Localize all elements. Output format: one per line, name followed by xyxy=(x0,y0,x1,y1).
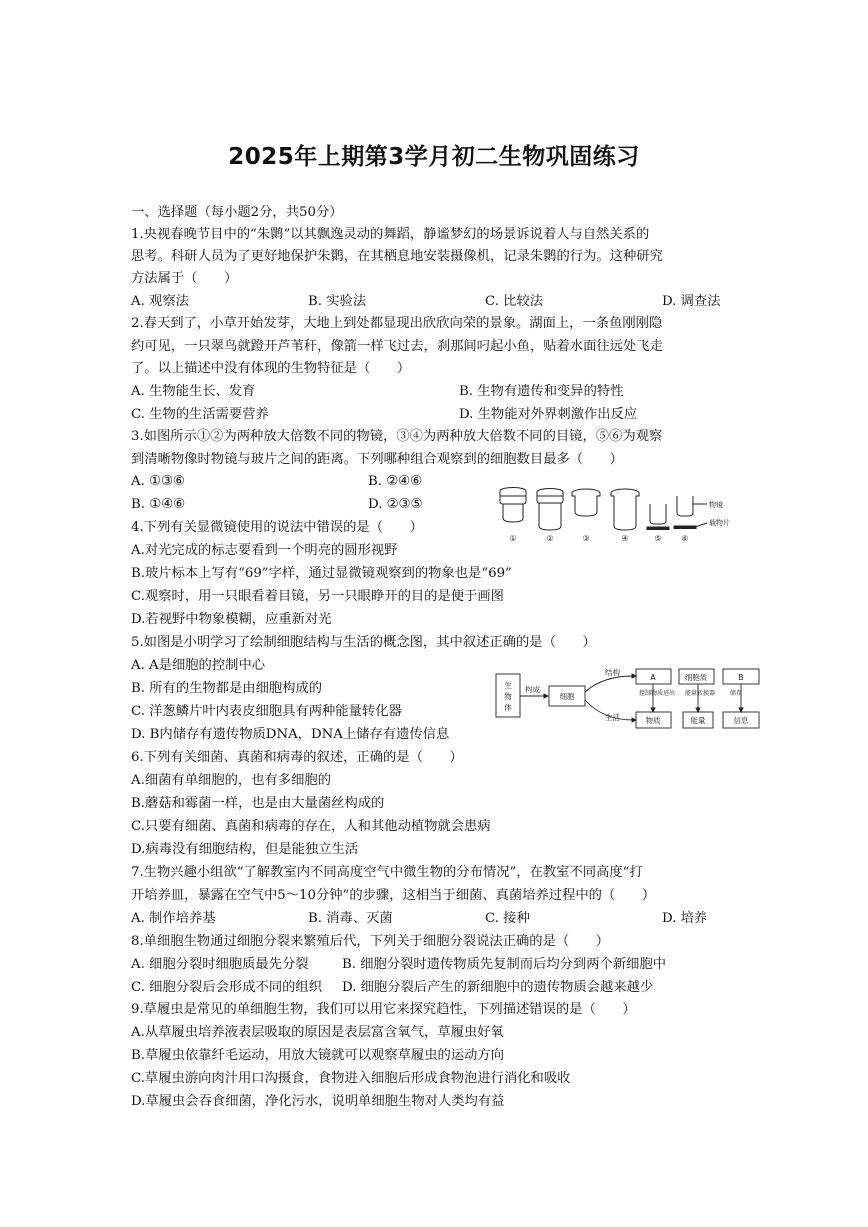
life-label: 生活 xyxy=(605,713,620,722)
question-4-stem: 4.下列有关显微镜使用的说法中错误的是（ ） xyxy=(131,520,423,535)
question-1-option-d: D. 调查法 xyxy=(662,294,721,309)
question-9-option-b: B.草履虫依靠纤毛运动，用放大镜就可以观察草履虫的运动方向 xyxy=(131,1048,505,1063)
lens-label-6: ⑥ xyxy=(681,534,689,543)
distance-6 xyxy=(674,496,696,529)
question-8-stem: 8.单细胞生物通过细胞分裂来繁殖后代，下列关于细胞分裂说法正确的是（ ） xyxy=(131,934,610,949)
question-7-option-d: D. 培养 xyxy=(662,911,708,926)
box-a-label: A xyxy=(650,673,656,682)
question-5-option-a: A. A是细胞的控制中心 xyxy=(131,658,266,673)
question-2-option-d: D. 生物能对外界刺激作出反应 xyxy=(459,407,638,422)
store-label: 储存 xyxy=(730,690,743,697)
question-3-stem-line-1: 3.如图所示①②为两种放大倍数不同的物镜，③④为两种放大倍数不同的目镜，⑤⑥为观察 xyxy=(131,429,663,444)
question-5-option-c: C. 洋葱鳞片叶内表皮细胞具有两种能量转化器 xyxy=(131,704,402,719)
question-1-option-a: A. 观察法 xyxy=(131,294,189,309)
page-title: 2025年上期第3学月初二生物巩固练习 xyxy=(228,144,640,170)
transducer-label: 能量转换器 xyxy=(685,690,716,697)
question-9-option-c: C.草履虫游向肉汁用口沟摄食，食物进入细胞后形成食物泡进行消化和吸收 xyxy=(131,1071,571,1086)
question-6-stem: 6.下列有关细菌、真菌和病毒的叙述，正确的是（ ） xyxy=(131,750,463,765)
question-9-stem: 9.草履虫是常见的单细胞生物，我们可以用它来探究趋性，下列描述错误的是（ ） xyxy=(131,1002,636,1017)
question-2-option-b: B. 生物有遗传和变异的特性 xyxy=(459,384,624,399)
cell-concept-diagram xyxy=(493,664,773,734)
question-8-option-c: C. 细胞分裂后会形成不同的组织 xyxy=(131,980,323,995)
question-1-option-c: C. 比较法 xyxy=(485,294,544,309)
structure-label: 结构 xyxy=(605,668,620,677)
question-3-option-c: B. ①④⑥ xyxy=(131,497,185,512)
question-8-option-d: D. 细胞分裂后产生的新细胞中的遗传物质会越来越少 xyxy=(342,980,654,995)
lens-label-1: ① xyxy=(509,534,517,543)
question-4-option-c: C.观察时，用一只眼看着目镜，另一只眼睁开的目的是便于画图 xyxy=(131,589,504,604)
question-1-option-b: B. 实验法 xyxy=(308,294,367,309)
slide-side-label: 载物片 xyxy=(709,519,730,527)
question-6-option-d: D.病毒没有细胞结构，但是能独立生活 xyxy=(131,842,359,857)
objective-lens-2 xyxy=(537,489,563,531)
question-4-option-a: A.对光完成的标志要看到一个明亮的圆形视野 xyxy=(131,543,398,558)
question-6-option-a: A.细菌有单细胞的，也有多细胞的 xyxy=(131,773,331,788)
question-1-stem-line-2: 思考。科研人员为了更好地保护朱鹮，在其栖息地安装摄像机，记录朱鹮的行为。这种研究 xyxy=(131,249,663,264)
matter-label: 物质 xyxy=(645,716,661,725)
question-3-option-d: D. ②③⑤ xyxy=(368,497,423,512)
question-2-option-c: C. 生物的生活需要营养 xyxy=(131,407,269,422)
question-7-option-a: A. 制作培养基 xyxy=(131,911,216,926)
question-6-option-c: C.只要有细菌、真菌和病毒的存在，人和其他动植物就会患病 xyxy=(131,819,491,834)
lens-label-2: ② xyxy=(546,534,554,543)
question-5-stem: 5.如图是小明学习了绘制细胞结构与生活的概念图，其中叙述正确的是（ ） xyxy=(131,635,596,650)
distance-5 xyxy=(647,504,669,530)
energy-label: 能量 xyxy=(690,716,706,725)
question-7-stem-line-1: 7.生物兴趣小组欲“了解教室内不同高度空气中微生物的分布情况”，在教室不同高度“打 xyxy=(131,865,643,880)
info-label: 信息 xyxy=(733,716,749,725)
objective-side-label: 物镜 xyxy=(709,501,723,509)
control-label: 控制物质进出 xyxy=(639,690,676,697)
lens-label-5: ⑤ xyxy=(654,534,662,543)
question-2-option-a: A. 生物能生长、发育 xyxy=(131,384,256,399)
question-7-option-b: B. 消毒、灭菌 xyxy=(308,911,393,926)
lens-label-4: ④ xyxy=(621,534,629,543)
cell-label: 细胞 xyxy=(559,692,575,701)
constitute-label: 构成 xyxy=(525,685,540,694)
question-2-stem-line-2: 约可见，一只翠鸟就蹬开芦苇秆，像箭一样飞过去，刹那间叼起小鱼，贴着水面往远处飞走 xyxy=(131,339,663,354)
section-heading: 一、选择题（每小题2分，共50分） xyxy=(131,205,343,220)
box-cytoplasm-label: 细胞质 xyxy=(684,673,708,682)
question-9-option-d: D.草履虫会吞食细菌，净化污水，说明单细胞生物对人类均有益 xyxy=(131,1094,505,1109)
objective-lens-1 xyxy=(500,488,526,523)
question-8-option-b: B. 细胞分裂时遗传物质先复制而后均分到两个新细胞中 xyxy=(342,957,667,972)
question-3-stem-line-2: 到清晰物像时物镜与玻片之间的距离。下列哪种组合观察到的细胞数目最多（ ） xyxy=(131,452,623,467)
question-5-option-d: D. B内储存有遗传物质DNA，DNA上储存有遗传信息 xyxy=(131,727,450,742)
organism-label-3: 体 xyxy=(504,703,512,712)
question-7-option-c: C. 接种 xyxy=(485,911,530,926)
question-4-option-b: B.玻片标本上写有“69”字样，通过显微镜观察到的物象也是“69” xyxy=(131,566,512,581)
box-b-label: B xyxy=(738,673,744,682)
eyepiece-lens-3 xyxy=(572,489,600,516)
lens-figure xyxy=(493,486,753,548)
question-1-stem-line-3: 方法属于（ ） xyxy=(131,271,238,286)
question-3-option-a: A. ①③⑥ xyxy=(131,474,185,489)
question-2-stem-line-1: 2.春天到了，小草开始发芽，大地上到处都显现出欣欣向荣的景象。湖面上，一条鱼刚刚隐 xyxy=(131,316,663,331)
organism-label-1: 生 xyxy=(504,681,512,690)
question-3-option-b: B. ②④⑥ xyxy=(368,474,422,489)
question-4-option-d: D.若视野中物象模糊，应重新对光 xyxy=(131,612,332,627)
lens-label-3: ③ xyxy=(582,534,590,543)
question-7-stem-line-2: 开培养皿，暴露在空气中5～10分钟”的步骤，这相当于细菌、真菌培养过程中的（ ） xyxy=(131,888,656,903)
question-9-option-a: A.从草履虫培养液表层吸取的原因是表层富含氧气，草履虫好氧 xyxy=(131,1025,504,1040)
question-1-stem-line-1: 1.央视春晚节目中的“朱鹮”以其飘逸灵动的舞蹈，静谧梦幻的场景诉说着人与自然关系的 xyxy=(131,227,650,242)
question-6-option-b: B.蘑菇和霉菌一样，也是由大量菌丝构成的 xyxy=(131,796,385,811)
question-5-option-b: B. 所有的生物都是由细胞构成的 xyxy=(131,681,323,696)
question-2-stem-line-3: 了。以上描述中没有体现的生物特征是（ ） xyxy=(131,361,411,376)
organism-label-2: 物 xyxy=(504,692,512,701)
eyepiece-lens-4 xyxy=(611,489,639,530)
question-8-option-a: A. 细胞分裂时细胞质最先分裂 xyxy=(131,957,309,972)
